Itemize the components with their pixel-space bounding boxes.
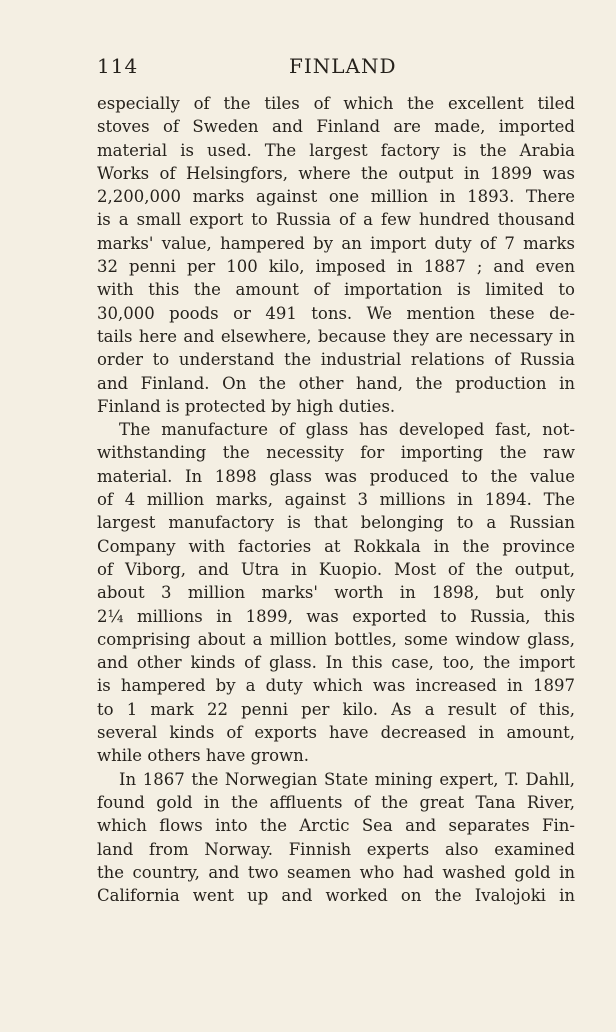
paragraph-1 [97, 92, 575, 418]
text-line: of Viborg, and Utra in Kuopio. Most of the output, [97, 559, 575, 579]
text-line: of 4 million marks, against 3 millions in 1894. The [97, 490, 575, 510]
text-line: order to understand the industrial relations of Russia [97, 350, 575, 370]
text-line: several kinds of exports have decreased in amount, [97, 723, 575, 743]
text-line: especially of the tiles of which the excellent tiled [97, 94, 575, 113]
text-line: land from Norway. Finnish experts also examined [97, 839, 575, 859]
text-line: which flows into the Arctic Sea and separates Fin- [97, 816, 575, 836]
text-line: material. In 1898 glass was produced to the value [97, 466, 575, 486]
text-line: 2¼ millions in 1899, was exported to Russia, this [97, 606, 575, 626]
paragraph-2 [97, 418, 575, 767]
page-header [97, 54, 575, 82]
text-line: withstanding the necessity for importing the raw [97, 443, 575, 463]
text-line: Finland is protected by high duties. [97, 396, 396, 416]
text-line: comprising about a million bottles, some window glass, [97, 629, 575, 649]
text-line: and Finland. On the other hand, the production in [97, 373, 575, 393]
text-line: In 1867 the Norwegian State mining expert, T. Dahll, [119, 769, 575, 789]
text-line: with this the amount of importation is limited to [97, 280, 575, 300]
text-line: Company with factories at Rokkala in the province [97, 536, 575, 556]
text-line: 2,200,000 marks against one million in 1893. There [97, 187, 575, 207]
page-number: 114 [97, 54, 139, 78]
text-line: largest manufactory is that belonging to a Russian [97, 513, 575, 533]
text-line: and other kinds of glass. In this case, too, the import [97, 653, 575, 673]
text-line: found gold in the affluents of the great Tana River, [97, 792, 575, 812]
text-line: Works of Helsingfors, where the output in 1899 was [97, 163, 575, 183]
text-line: to 1 mark 22 penni per kilo. As a result of this, [97, 699, 575, 719]
text-line: marks' value, hampered by an import duty of 7 marks [97, 233, 575, 253]
text-line: tails here and elsewhere, because they are necessary in [97, 326, 575, 346]
text-line: The manufacture of glass has developed fast, not- [119, 420, 575, 440]
text-line: 30,000 poods or 491 tons. We mention these de- [97, 303, 575, 323]
text-line: is a small export to Russia of a few hundred thousand [97, 210, 575, 230]
text-line: California went up and worked on the Ivalojoki in [97, 886, 575, 906]
text-line: about 3 million marks' worth in 1898, but only [97, 583, 575, 603]
text-line: the country, and two seamen who had washed gold in [97, 862, 575, 882]
body-text [97, 92, 575, 907]
running-title: FINLAND [289, 54, 397, 78]
text-line: 32 penni per 100 kilo, imposed in 1887 ; and even [97, 257, 575, 277]
text-line: stoves of Sweden and Finland are made, imported [97, 117, 575, 137]
paragraph-3 [97, 768, 575, 908]
text-line: is hampered by a duty which was increased in 1897 [97, 676, 575, 696]
text-line: while others have grown. [97, 746, 310, 766]
text-line: material is used. The largest factory is the Arabia [97, 140, 575, 160]
